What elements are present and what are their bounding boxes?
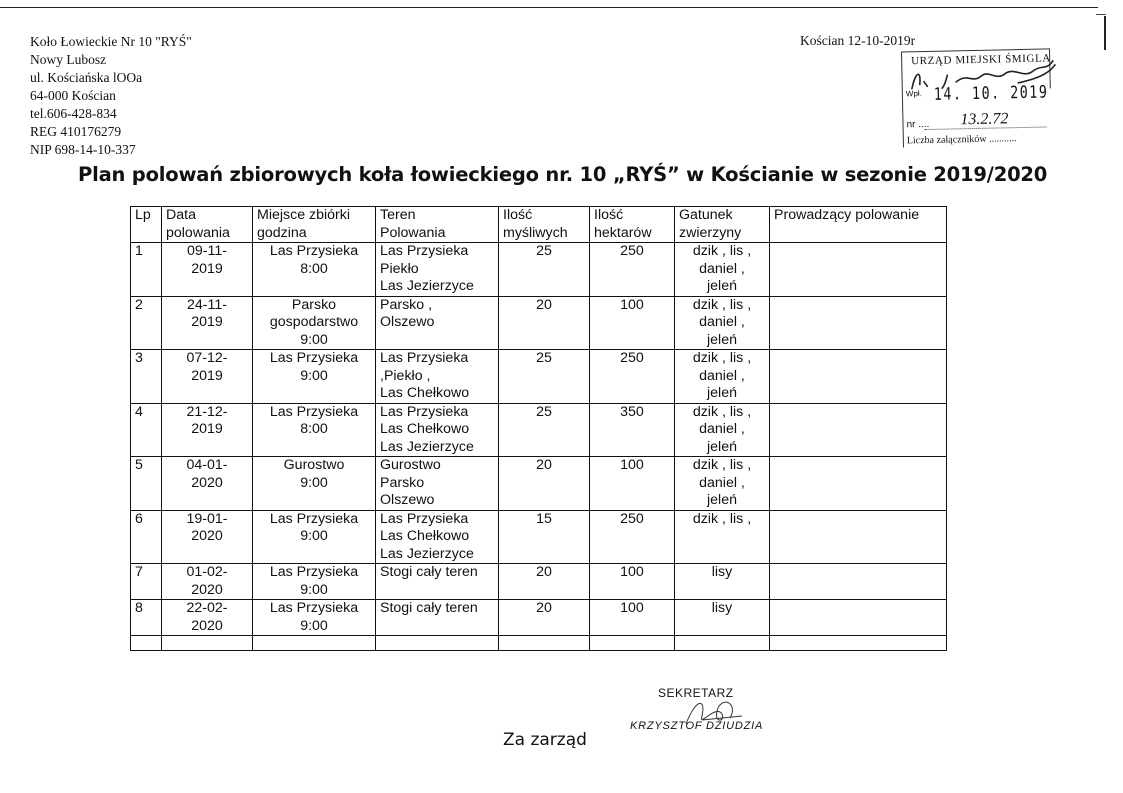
cell-date: 07-12- 2019 (162, 350, 253, 404)
table-body (131, 243, 947, 651)
stamp-received-date: 14. 10. 2019 (933, 82, 1049, 105)
cell-lp: 7 (131, 564, 162, 600)
cell-meeting-place: Las Przysieka 8:00 (253, 403, 376, 457)
cell-hunting-area: Gurostwo Parsko Olszewo (376, 457, 499, 511)
stamp-nr-value: 13.2.72 (960, 110, 1009, 129)
table-row-empty (131, 636, 947, 651)
cell-hunting-area: Stogi cały teren (376, 600, 499, 636)
cell-empty (253, 636, 376, 651)
cell-hectares: 100 (590, 457, 675, 511)
org-nip: NIP 698-14-10-337 (30, 142, 136, 157)
scan-top-border (0, 7, 1098, 8)
org-street: ul. Kościańska lOOa (30, 70, 143, 85)
cell-species: dzik , lis , daniel , jeleń (675, 403, 770, 457)
cell-date: 04-01- 2020 (162, 457, 253, 511)
col-header-hectares: Ilość hektarów (590, 207, 675, 243)
table-header-row (131, 207, 947, 243)
cell-date: 21-12- 2019 (162, 403, 253, 457)
col-header-area: Teren Polowania (376, 207, 499, 243)
cell-meeting-place: Gurostwo 9:00 (253, 457, 376, 511)
table-row (131, 243, 947, 297)
cell-hunters-count: 25 (499, 350, 590, 404)
cell-lp: 4 (131, 403, 162, 457)
cell-leader (770, 350, 947, 404)
cell-meeting-place: Las Przysieka 9:00 (253, 564, 376, 600)
cell-hunters-count: 25 (499, 243, 590, 297)
cell-lp: 5 (131, 457, 162, 511)
cell-species: dzik , lis , daniel , jeleń (675, 243, 770, 297)
cell-hunting-area: Las Przysieka ,Piekło , Las Chełkowo (376, 350, 499, 404)
cell-leader (770, 403, 947, 457)
cell-date: 09-11- 2019 (162, 243, 253, 297)
col-header-hunters: Ilość myśliwych (499, 207, 590, 243)
col-header-meeting: Miejsce zbiórki godzina (253, 207, 376, 243)
cell-leader (770, 296, 947, 350)
cell-hectares: 350 (590, 403, 675, 457)
cell-species: dzik , lis , daniel , jeleń (675, 296, 770, 350)
cell-hunters-count: 20 (499, 457, 590, 511)
cell-species: dzik , lis , daniel , jeleń (675, 350, 770, 404)
cell-lp: 2 (131, 296, 162, 350)
registry-stamp (897, 48, 1051, 149)
cell-species: lisy (675, 564, 770, 600)
cell-hectares: 250 (590, 350, 675, 404)
cell-empty (590, 636, 675, 651)
hunting-plan-table (130, 206, 947, 651)
organization-address (30, 33, 192, 159)
cell-leader (770, 457, 947, 511)
cell-leader (770, 510, 947, 564)
for-board-label: Za zarząd (503, 730, 587, 750)
cell-hunting-area: Parsko , Olszewo (376, 296, 499, 350)
cell-lp: 3 (131, 350, 162, 404)
cell-meeting-place: Las Przysieka 9:00 (253, 510, 376, 564)
stamp-office: URZĄD MIEJSKI ŚMIGLA (911, 52, 1052, 68)
table-row (131, 350, 947, 404)
cell-hunting-area: Stogi cały teren (376, 564, 499, 600)
cell-lp: 6 (131, 510, 162, 564)
cell-empty (770, 636, 947, 651)
cell-hunters-count: 25 (499, 403, 590, 457)
signature-role: SEKRETARZ (658, 686, 734, 700)
cell-hectares: 100 (590, 564, 675, 600)
cell-date: 19-01- 2020 (162, 510, 253, 564)
cell-meeting-place: Parsko gospodarstwo 9:00 (253, 296, 376, 350)
stamp-attachments: Liczba załączników ........... (906, 133, 1017, 147)
cell-species: dzik , lis , daniel , jeleń (675, 457, 770, 511)
cell-species: dzik , lis , (675, 510, 770, 564)
table-row (131, 564, 947, 600)
cell-date: 24-11- 2019 (162, 296, 253, 350)
table-row (131, 296, 947, 350)
place-and-date: Kościan 12-10-2019r (800, 33, 916, 48)
cell-date: 01-02- 2020 (162, 564, 253, 600)
table-row (131, 600, 947, 636)
cell-hectares: 100 (590, 296, 675, 350)
cell-hunting-area: Las Przysieka Las Chełkowo Las Jezierzyce (376, 403, 499, 457)
cell-lp: 8 (131, 600, 162, 636)
cell-empty (131, 636, 162, 651)
org-village: Nowy Lubosz (30, 52, 107, 67)
cell-hunters-count: 20 (499, 564, 590, 600)
cell-hunting-area: Las Przysieka Piekło Las Jezierzyce (376, 243, 499, 297)
cell-hunters-count: 15 (499, 510, 590, 564)
org-postal: 64-000 Kościan (30, 88, 116, 103)
cell-hectares: 250 (590, 510, 675, 564)
cell-leader (770, 600, 947, 636)
cell-empty (675, 636, 770, 651)
cell-lp: 1 (131, 243, 162, 297)
table-row (131, 510, 947, 564)
cell-empty (162, 636, 253, 651)
scan-edge-mark-top (1096, 14, 1106, 15)
document-title: Plan polowań zbiorowych koła łowieckiego nr. 10 „RYŚ” w Kościanie w sezonie 2019/2020 (78, 163, 1048, 186)
org-phone: tel.606-428-834 (30, 106, 117, 121)
cell-hunting-area: Las Przysieka Las Chełkowo Las Jezierzyce (376, 510, 499, 564)
cell-meeting-place: Las Przysieka 8:00 (253, 243, 376, 297)
col-header-species: Gatunek zwierzyny (675, 207, 770, 243)
cell-empty (376, 636, 499, 651)
cell-hunters-count: 20 (499, 296, 590, 350)
table-row (131, 457, 947, 511)
col-header-lp: Lp (131, 207, 162, 243)
org-reg: REG 410176279 (30, 124, 122, 139)
cell-hectares: 250 (590, 243, 675, 297)
stamp-nr-label: nr .... (906, 118, 930, 131)
cell-empty (499, 636, 590, 651)
col-header-date: Data polowania (162, 207, 253, 243)
col-header-leader: Prowadzący polowanie (770, 207, 947, 243)
cell-species: lisy (675, 600, 770, 636)
scan-edge-mark (1104, 16, 1106, 50)
cell-leader (770, 243, 947, 297)
stamp-received-label: Wpł. (905, 89, 922, 99)
signature-name: KRZYSZTOF DZIUDZIA (630, 720, 764, 732)
cell-date: 22-02- 2020 (162, 600, 253, 636)
cell-leader (770, 564, 947, 600)
cell-meeting-place: Las Przysieka 9:00 (253, 600, 376, 636)
cell-hectares: 100 (590, 600, 675, 636)
org-name: Koło Łowieckie Nr 10 "RYŚ" (30, 34, 192, 49)
table-row (131, 403, 947, 457)
cell-meeting-place: Las Przysieka 9:00 (253, 350, 376, 404)
cell-hunters-count: 20 (499, 600, 590, 636)
